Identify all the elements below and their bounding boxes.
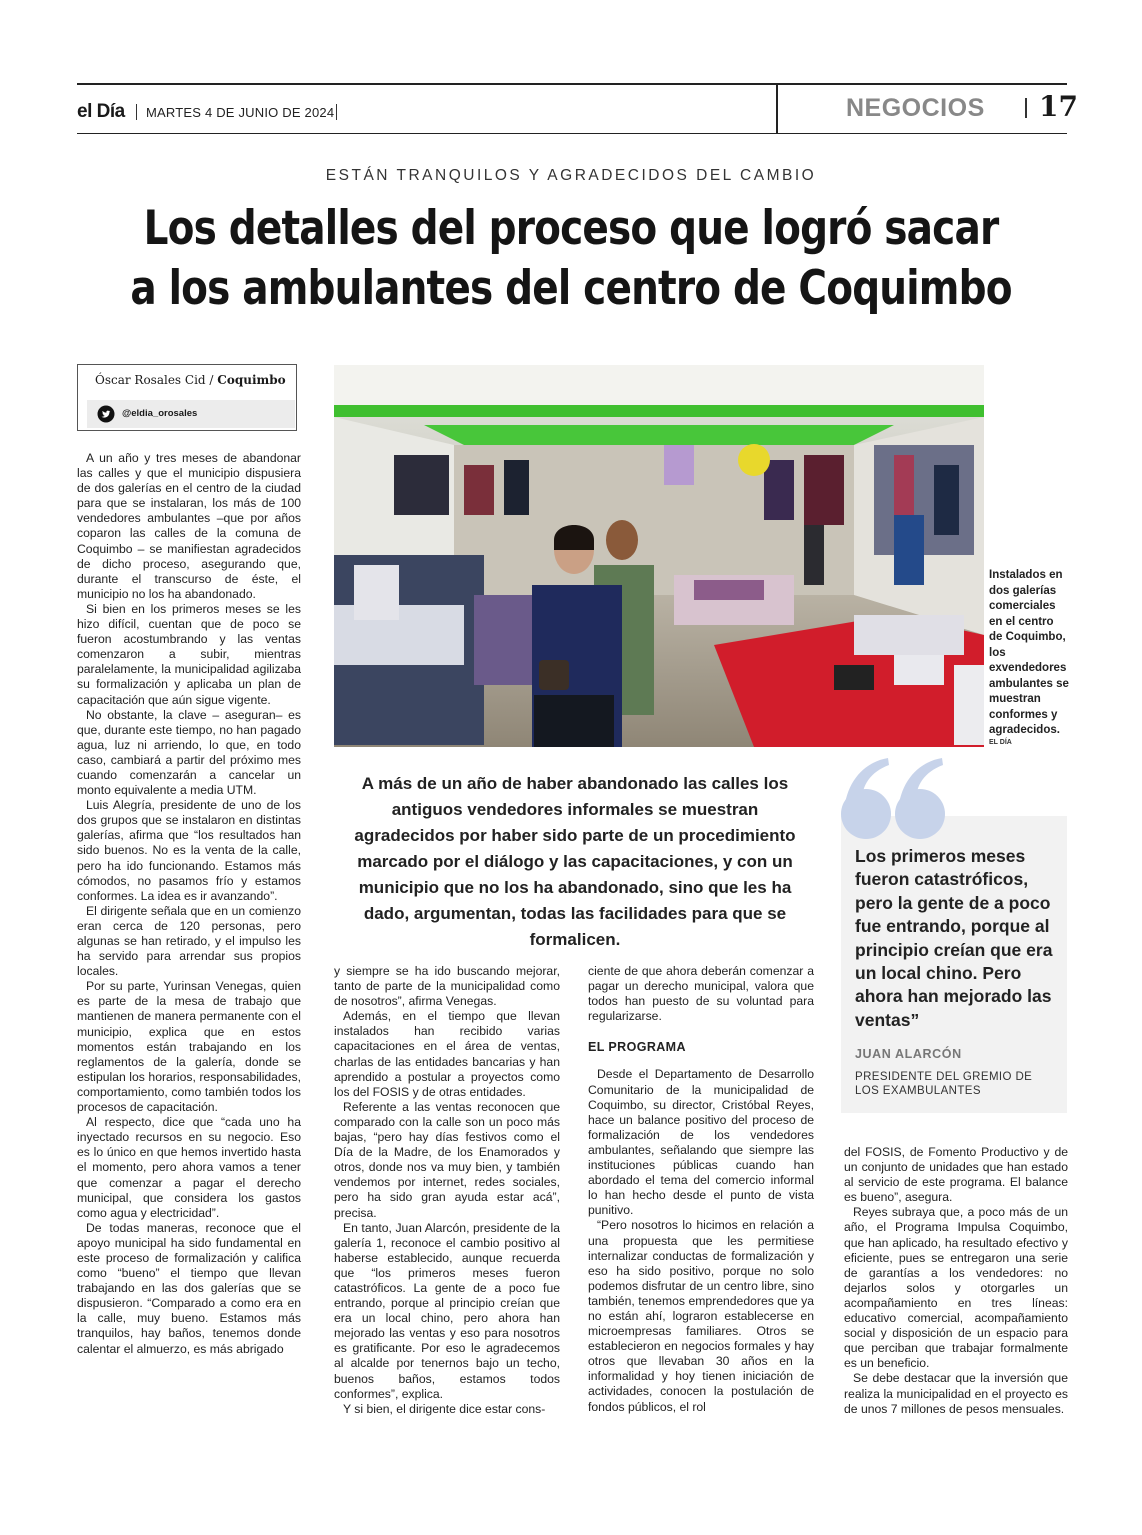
- photo-credit: EL DÍA: [989, 739, 1012, 746]
- paragraph: Reyes subraya que, a poco más de un año, el Programa Impulsa Coquimbo, que han aplicado, ha resultado efectivo y eficiente, pues se entregaron una serie de garantías a los vendedores: no dejarlos solos y otorgarles un acompañamiento en tres líneas: educativo comercial, acompañamiento social y disposición de un espacio para que perciban que trabajar formalmente es un beneficio.: [844, 1205, 1068, 1371]
- page-number: 17: [1039, 90, 1078, 123]
- quote-mark-icon: [840, 756, 950, 842]
- twitter-row: [87, 400, 295, 428]
- gallery-photo: [334, 365, 984, 747]
- separator: [336, 104, 337, 120]
- paragraph: Referente a las ventas reconocen que comparado con la calle son un poco más bajas, “pero hay días festivos como el Día de la Madre, de los Enamorados y otros, donde nos va muy bien, y también vendemos por internet, redes sociales, pero ha sido gran ayuda estar acá”, precisa.: [334, 1099, 560, 1220]
- pull-quote-author: JUAN ALARCÓN: [855, 1047, 962, 1061]
- paragraph: Luis Alegría, presidente de uno de los dos grupos que se instalaron en distintas galerías, afirma que “los resultados han sido buenos. No es la venta de la calle, pero ha ido funcionando. Estamos más cómodos, no pasamos frío y estamos conformes. La idea es ir avanzando”.: [77, 798, 301, 903]
- twitter-icon: [97, 405, 115, 423]
- paragraph: Al respecto, dice que “cada uno ha inyectado recursos en su negocio. Eso es lo único en que hemos invertido hasta el momento, pero ahora vamos a tener que comenzar a pagar el derecho municipal, que considera los gastos como agua y electricidad”.: [77, 1115, 301, 1220]
- paragraph: Por su parte, Yurinsan Venegas, quien es parte de la mesa de trabajo que mantienen de manera permanente con el municipio, explica que en estos momentos están trabajando en los reglamentos de la galería, donde se estipulan los horarios, responsabilidades, comportamiento, como también todos los procesos de capacitación.: [77, 979, 301, 1115]
- paragraph: El dirigente señala que en un comienzo eran cerca de 120 personas, pero algunas se han retirado, y el impulso les ha servido para arrendar sus propios locales.: [77, 903, 301, 979]
- top-rule: [77, 83, 1067, 85]
- paragraph: Si bien en los primeros meses se les hizo difícil, cuentan que de poco se fueron acostumbrando y las ventas comenzaron a subir, mientras paralelamente, la municipalidad agilizaba su formalización y aplicaba un plan de capacitación que aún sigue vigente.: [77, 601, 301, 707]
- body-column-1: [77, 451, 301, 1357]
- separator: [136, 104, 137, 120]
- twitter-handle: @eldia_orosales: [122, 408, 198, 419]
- paragraph: Además, en el tiempo que llevan instalados han recibido varias capacitaciones en el área de ventas, charlas de las entidades bancarias y han aprendido a postular a proyectos como los del FOSIS y de otras entidades.: [334, 1009, 560, 1099]
- section-label: NEGOCIOS: [846, 94, 985, 122]
- paragraph: Se debe destacar que la inversión que realiza la municipalidad en el proyecto es de unos 7 millones de pesos mensuales.: [844, 1371, 1068, 1416]
- paragraph: del FOSIS, de Fomento Productivo y de un conjunto de unidades que han estado al servicio de este programa. El balance es bueno”, asegura.: [844, 1145, 1068, 1205]
- masthead-bottom-rule: [77, 133, 1067, 134]
- paragraph: En tanto, Juan Alarcón, presidente de la galería 1, reconoce el cambio positivo al haberse establecido, aunque recuerda que “los primeros meses fueron catastróficos. La gente de a poco fue entrando, porque al principio creían que era un local chino, pero ahora han mejorado las ventas y eso para nosotros es gratificante. Por eso le agradecemos al alcalde por tenernos bajo un techo, buenos baños, estamos todos conformes”, explica.: [334, 1220, 560, 1401]
- headline-line-2: a los ambulantes del centro de Coquimbo: [130, 261, 1012, 316]
- separator: [1025, 98, 1027, 118]
- masthead-divider: [776, 84, 778, 134]
- kicker: ESTÁN TRANQUILOS Y AGRADECIDOS DEL CAMBIO: [325, 167, 817, 184]
- body-column-2: [334, 964, 560, 1417]
- paragraph: Y si bien, el dirigente dice estar cons-: [343, 1401, 546, 1416]
- photo-caption: Instalados en dos galerías comerciales en el centro de Coquimbo, los exvendedores ambulantes se muestran conformes y agradecidos.: [989, 569, 1069, 736]
- subheading: EL PROGRAMA: [588, 1040, 686, 1055]
- author-location: Coquimbo: [217, 373, 286, 387]
- headline-line-1: Los detalles del proceso que logró sacar: [143, 201, 999, 256]
- paragraph: De todas maneras, reconoce que el apoyo municipal ha sido fundamental en este proceso de formalización y califica como “bueno” el tiempo que llevan trabajando en las dos galerías que se dispusieron. “Comparado a como era en la calle, muy bueno. Estamos más tranquilos, hay baños, tenemos donde calentar el almuerzo, es más abrigado: [77, 1220, 301, 1356]
- paragraph: y siempre se ha ido buscando mejorar, tanto de parte de la municipalidad como de nosotros”, afirma Venegas.: [334, 964, 560, 1009]
- article-lead: A más de un año de haber abandonado las calles los antiguos vendedores informales se muestran agradecidos por haber sido parte de un procedimiento marcado por el diálogo y las capacitaciones, y con un municipio que no los ha abandonado, sino que les ha dado, argumentan, todas las facilidades para que se formalicen.: [354, 774, 796, 949]
- paragraph: Desde el Departamento de Desarrollo Comunitario de la municipalidad de Coquimbo, su director, Cristóbal Reyes, hace un balance positivo del proceso de formalización de los vendedores ambulantes, señalando que siempre las instituciones públicas cuando han abordado el tema del comercio informal lo han hecho desde el punto de vista punitivo.: [588, 1067, 814, 1218]
- pull-quote-text: Los primeros meses fueron catastróficos, pero la gente de a poco fue entrando, porque al principio creían que era un local chino. Pero ahora han mejorado las ventas”: [855, 846, 1053, 1030]
- paragraph: A un año y tres meses de abandonar las calles y que el municipio dispusiera de dos galerías en el centro de la ciudad para que se instalaran, los más de 100 vendedores ambulantes –que por años coparon las calles de la comuna de Coquimbo – se manifiestan agradecidos de dicho proceso, asegurando que, durante el transcurso de éste, el municipio no los ha abandonado.: [77, 451, 301, 601]
- byline-box: Óscar Rosales Cid / Coquimbo @eldia_orosales: [77, 364, 297, 431]
- newspaper-logo: el Día: [77, 101, 125, 122]
- paragraph: “Pero nosotros lo hicimos en relación a una propuesta que les permitiese internalizar conductas de formalización y eso ha sido positivo, porque no solo podemos disfrutar de un centro libre, sino también, tenemos emprendedores que ya no están ahí, lograron establecerse en microempresas familiares. Otros se establecieron en negocios formales y hay otros que llevaban 30 años en la informalidad y hoy tienen iniciación de actividades, conocen la postulación de fondos públicos, el rol: [588, 1218, 814, 1414]
- author-name: Óscar Rosales Cid: [95, 373, 206, 387]
- headline: [97, 199, 1045, 319]
- pull-quote-role: PRESIDENTE DEL GREMIO DE LOS EXAMBULANTES: [855, 1071, 1033, 1097]
- body-column-4: [844, 1145, 1068, 1417]
- paragraph: No obstante, la clave – aseguran– es que, durante este tiempo, no han pagado agua, luz ni arriendo, lo que, en todo caso, cambiará a partir del próximo mes cuando comenzarán a cancelar un monto equivalente a media UTM.: [77, 707, 301, 798]
- issue-date: MARTES 4 DE JUNIO DE 2024: [146, 105, 335, 120]
- body-column-3: [588, 964, 814, 1415]
- paragraph: ciente de que ahora deberán comenzar a pagar un derecho municipal, valora que todos han puesto de su voluntad para regularizarse.: [588, 964, 814, 1024]
